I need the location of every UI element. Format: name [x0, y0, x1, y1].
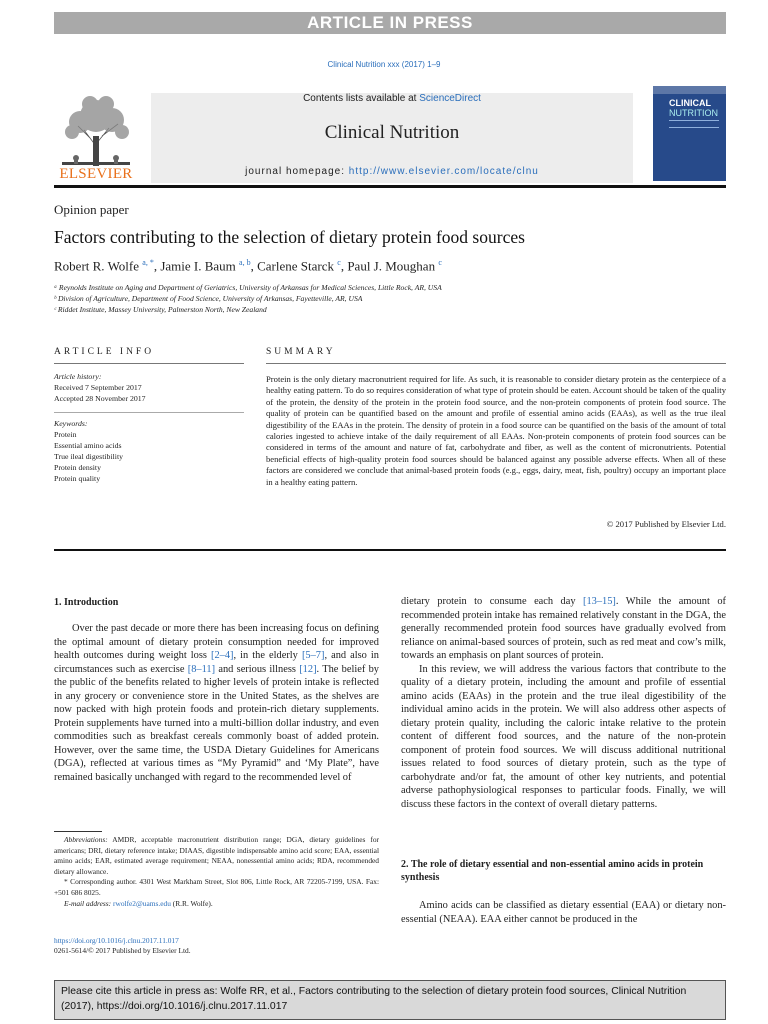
journal-name: Clinical Nutrition — [324, 122, 460, 143]
author-name: Robert R. Wolfe — [54, 258, 140, 274]
corresponding-author-footnote: * Corresponding author. 4301 West Markham Street, Slot 806, Little Rock, AR 72205-7199, USA. Fax: +501 686 8025. — [54, 877, 379, 897]
abstract-bottom-divider — [54, 549, 726, 551]
summary-divider — [266, 363, 726, 364]
cover-title: CLINICAL — [669, 98, 711, 108]
citation-link[interactable]: [5–7] — [301, 650, 325, 661]
footnote-rule — [54, 831, 102, 832]
section-2-heading: 2. The role of dietary essential and non-essential amino acids in protein synthesis — [401, 859, 704, 883]
keyword-item: Protein — [54, 430, 77, 439]
citation-link[interactable]: [12] — [299, 663, 317, 675]
author-list: Robert R. Wolfe $^{a, *}$, Jamie I. Baum $^{a, b}$, Carlene Starck $^c$, Paul J. Moughan $^c$ — [54, 258, 442, 274]
header-divider — [54, 185, 726, 188]
body-paragraph: In this review, we will address the various factors that contribute to the quality of a dietary protein, including the amount and profile of essential amino acids (EAAs) in the protein and the true ileal digestibility of the individual amino acids in the protein. We will also address other aspects of dietary protein quality, including the caloric intake relative to the protein content of different food sources, and the nature of the non-protein component of protein food sources. We will discuss additional nutritional issues related to food sources of dietary protein, such as the type of carbohydrate and/or fat, the amount of other key nutrients, and potential adverse pathophysiological responses to particular foods. Finally, we will discuss these factors in the context of overall dietary patterns. — [401, 663, 726, 810]
affiliation-b: ᵇ Division of Agriculture, Department of Food Science, University of Arkansas, Fayetteville, AR, USA — [54, 294, 363, 303]
cite-this-article-box: Please cite this article in press as: Wolfe RR, et al., Factors contributing to the selection of dietary protein food sources, Clinical Nutrition (2017), https://doi.org/10.1016/j.clnu.2017.11.017 — [54, 980, 726, 1020]
author-affiliation-mark[interactable]: c — [438, 258, 442, 267]
section-2-paragraph: Amino acids can be classified as dietary essential (EAA) or dietary non-essential (NEAA). EAA either cannot be produced in the — [401, 900, 726, 925]
contents-available-line — [151, 93, 633, 104]
cover-subtitle: NUTRITION — [669, 108, 718, 118]
journal-homepage-line — [151, 166, 633, 177]
email-footnote: E-mail address: rwolfe2@uams.edu (R.R. Wolfe). — [64, 898, 213, 908]
article-info-divider — [54, 363, 244, 364]
keyword-item: Essential amino acids — [54, 441, 122, 450]
author-email-link[interactable]: rwolfe2@uams.edu — [113, 898, 171, 908]
affiliation-c: ᶜ Riddet Institute, Massey University, Palmerston North, New Zealand — [54, 305, 267, 314]
keyword-item: True ileal digestibility — [54, 452, 124, 461]
keywords-divider — [54, 412, 244, 413]
journal-homepage-link[interactable]: http://www.elsevier.com/locate/clnu — [348, 166, 539, 177]
doi-link[interactable]: https://doi.org/10.1016/j.clnu.2017.11.017 — [54, 936, 179, 945]
author-affiliation-mark[interactable]: c — [337, 258, 341, 267]
author-affiliation-mark[interactable]: a, b — [239, 258, 251, 267]
abbreviations-footnote: Abbreviations: AMDR, acceptable macronutrient distribution range; DGA, dietary guidelines for americans; DRI, dietary reference intake; DIAAS, digestible indispensable amino acid score; EAA, essential amino acids; EAR, estimated average requirement; NEAA, nonessential amino acids; RDA, recommended dietary allowance. — [54, 835, 379, 876]
keywords-label: Keywords: — [54, 419, 88, 428]
author-name: Jamie I. Baum — [160, 258, 236, 274]
received-date: Received 7 September 2017 — [54, 383, 142, 392]
citation-link[interactable]: [2–4] — [211, 650, 234, 661]
affiliation-a: ᵃ Reynolds Institute on Aging and Department of Geriatrics, University of Arkansas for Medical Sciences, Little Rock, AR, USA — [54, 283, 442, 292]
citation-link[interactable]: [8–11] — [187, 663, 216, 675]
author-affiliation-mark[interactable]: a, * — [142, 258, 154, 267]
keyword-item: Protein quality — [54, 474, 101, 483]
summary-text: Protein is the only dietary macronutrient required for life. As such, it is reasonable to consider dietary protein as the centerpiece of a healthy eating pattern. To do so requires consideration of what type of protein should be eaten. Account should be taken of the quality of the protein, the density of the protein in the protein food source, and the non-protein components of protein food source. The quality of protein can be quantified based on the amount and profile of essential amino acids (EAAs), as well as the true ileal digestibility of the EAAs in the protein. The density of protein in a food source can be quantified on the basis of the amount of total calories ingested to achieve intake of the daily requirement of all EAAs. Non-protein components of protein food sources can be considered in terms of the amount and nature of fat, carbohydrate and fiber, as well as the content of micronutrients. Potential beneficial effects of high-quality protein food sources should be balanced against any possible adverse effects. When all of these factors are considered we conclude that animal-based protein foods (e.g., eggs, dairy, meat, fish, poultry) occupy an important place in a healthy eating pattern. — [266, 374, 726, 487]
body-paragraph: dietary protein to consume each day [13–15]. While the amount of recommended protein intake has remained relatively constant in the DGA, the generally recommended protein food sources have gradually evolved from reliance on animal-based sources of protein, such as red meat and cow’s milk, towards an emphasis on plant sources of protein. — [401, 596, 726, 661]
keyword-item: Protein density — [54, 463, 101, 472]
article-history-label: Article history: — [54, 372, 102, 381]
accepted-date: Accepted 28 November 2017 — [54, 394, 146, 403]
sciencedirect-link[interactable]: ScienceDirect — [419, 93, 481, 104]
journal-cover-thumbnail — [653, 86, 726, 181]
introduction-heading: 1. Introduction — [54, 597, 119, 608]
elsevier-wordmark: ELSEVIER — [59, 166, 133, 182]
author-name: Paul J. Moughan — [347, 258, 436, 274]
summary-copyright: © 2017 Published by Elsevier Ltd. — [606, 519, 726, 529]
footnotes — [54, 835, 379, 909]
citation-link[interactable]: [13–15] — [583, 596, 616, 607]
summary-heading: SUMMARY — [266, 347, 336, 357]
article-in-press-banner: ARTICLE IN PRESS — [54, 12, 726, 34]
author-name: Carlene Starck — [257, 258, 334, 274]
homepage-prefix: journal homepage: — [245, 166, 349, 177]
article-type: Opinion paper — [54, 202, 129, 217]
article-info-heading: ARTICLE INFO — [54, 347, 155, 357]
paper-title: Factors contributing to the selection of dietary protein food sources — [54, 227, 525, 247]
column-two-text — [401, 595, 726, 811]
issn-line: 0261-5614/© 2017 Published by Elsevier Ltd. — [54, 946, 191, 955]
contents-prefix: Contents lists available at — [303, 93, 420, 104]
introduction-paragraph: Over the past decade or more there has been increasing focus on defining the optimal amount of dietary protein consumption needed for improved health outcomes during weight loss [2–4], in the elderly [5–7], and also in circumstances such as exercise [8–11] and serious illness [12]. The belief by the public of the benefits related to higher levels of protein intake is reflected in any grocery or convenience store in the United States, as the shelves are now packed with high protein foods and protein-rich dietary supplements. Protein supplements have turned into a multi-billion dollar industry, and even commodities such as breakfast cereals commonly boast of added protein. However, over the same time, the USDA Dietary Guidelines for Americans (DGA), reflected at various times as “My Pyramid” and ‘My Plate”, have remained basically unchanged with regard to the recommended level of — [54, 623, 380, 783]
journal-reference-link[interactable]: Clinical Nutrition xxx (2017) 1–9 — [327, 60, 441, 69]
